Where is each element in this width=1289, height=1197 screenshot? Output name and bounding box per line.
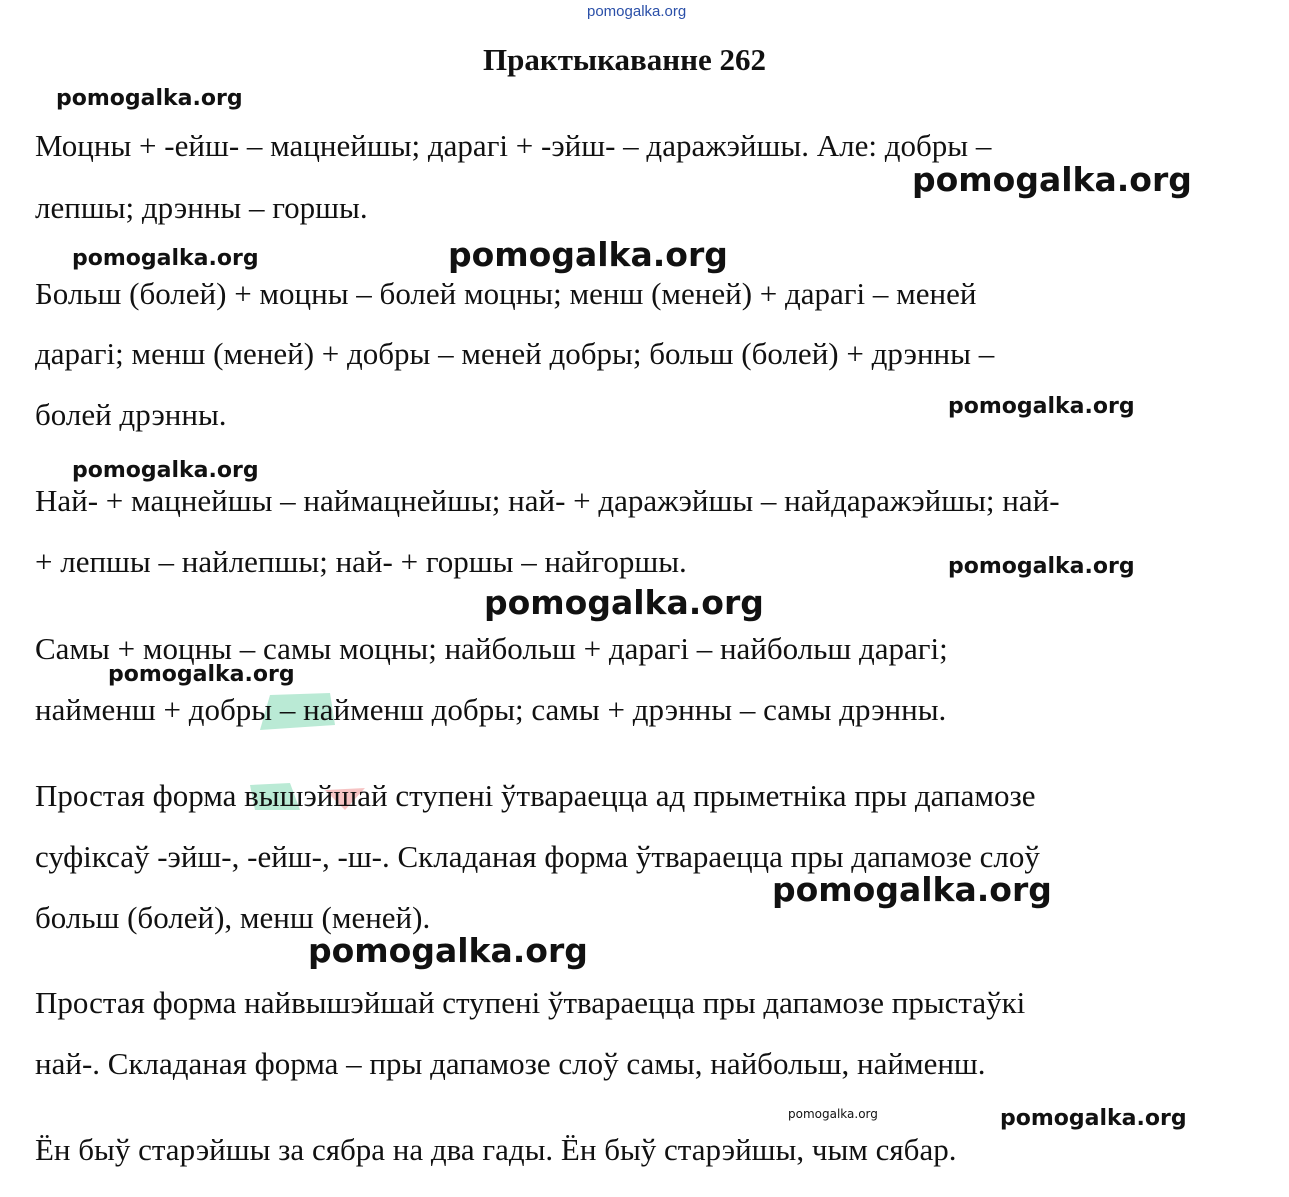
text-line: Моцны + -ейш- – мацнейшы; дарагі + -эйш- – даражэйшы. Але: добры – bbox=[35, 128, 992, 163]
page-title: Практыкаванне 262 bbox=[482, 42, 766, 77]
text-line: Простая форма найвышэйшай ступені ўтвараецца пры дапамозе прыстаўкі bbox=[35, 985, 1026, 1020]
text-line: дарагі; менш (меней) + добры – меней добры; больш (болей) + дрэнны – bbox=[35, 336, 995, 371]
text-line: най-. Складаная форма – пры дапамозе слоў самы, найбольш, найменш. bbox=[35, 1046, 986, 1081]
text-line: больш (болей), менш (меней). bbox=[35, 900, 431, 935]
watermark: pomogalka.org bbox=[108, 662, 295, 687]
text-line: болей дрэнны. bbox=[35, 397, 227, 432]
top-watermark-link[interactable]: pomogalka.org bbox=[587, 3, 687, 20]
text-line: Простая форма вышэйшай ступені ўтвараецца ад прыметніка пры дапамозе bbox=[35, 778, 1036, 813]
text-line: Най- + мацнейшы – наймацнейшы; най- + даражэйшы – найдаражэйшы; най- bbox=[35, 483, 1060, 518]
watermark: pomogalka.org bbox=[448, 235, 728, 274]
text-line: найменш + добры – найменш добры; самы + дрэнны – самы дрэнны. bbox=[35, 692, 947, 727]
text-line: Больш (болей) + моцны – болей моцны; менш (меней) + дарагі – меней bbox=[35, 276, 977, 311]
watermark: pomogalka.org bbox=[308, 931, 588, 970]
watermark: pomogalka.org bbox=[56, 86, 243, 111]
watermark: pomogalka.org bbox=[1000, 1106, 1187, 1131]
watermark: pomogalka.org bbox=[72, 458, 259, 483]
text-line: Ён быў старэйшы за сябра на два гады. Ён быў старэйшы, чым сябар. bbox=[35, 1132, 957, 1167]
watermark: pomogalka.org bbox=[948, 394, 1135, 419]
watermark: pomogalka.org bbox=[948, 554, 1135, 579]
text-line: суфіксаў -эйш-, -ейш-, -ш-. Складаная форма ўтвараецца пры дапамозе слоў bbox=[35, 839, 1040, 874]
watermark: pomogalka.org bbox=[72, 246, 259, 271]
text-line: лепшы; дрэнны – горшы. bbox=[35, 190, 368, 225]
watermark: pomogalka.org bbox=[912, 160, 1192, 199]
watermark: pomogalka.org bbox=[772, 870, 1052, 909]
watermark: pomogalka.org bbox=[788, 1107, 878, 1121]
watermark: pomogalka.org bbox=[484, 583, 764, 622]
text-line: + лепшы – найлепшы; най- + горшы – найгоршы. bbox=[35, 544, 687, 579]
text-line: Самы + моцны – самы моцны; найбольш + дарагі – найбольш дарагі; bbox=[35, 631, 948, 666]
